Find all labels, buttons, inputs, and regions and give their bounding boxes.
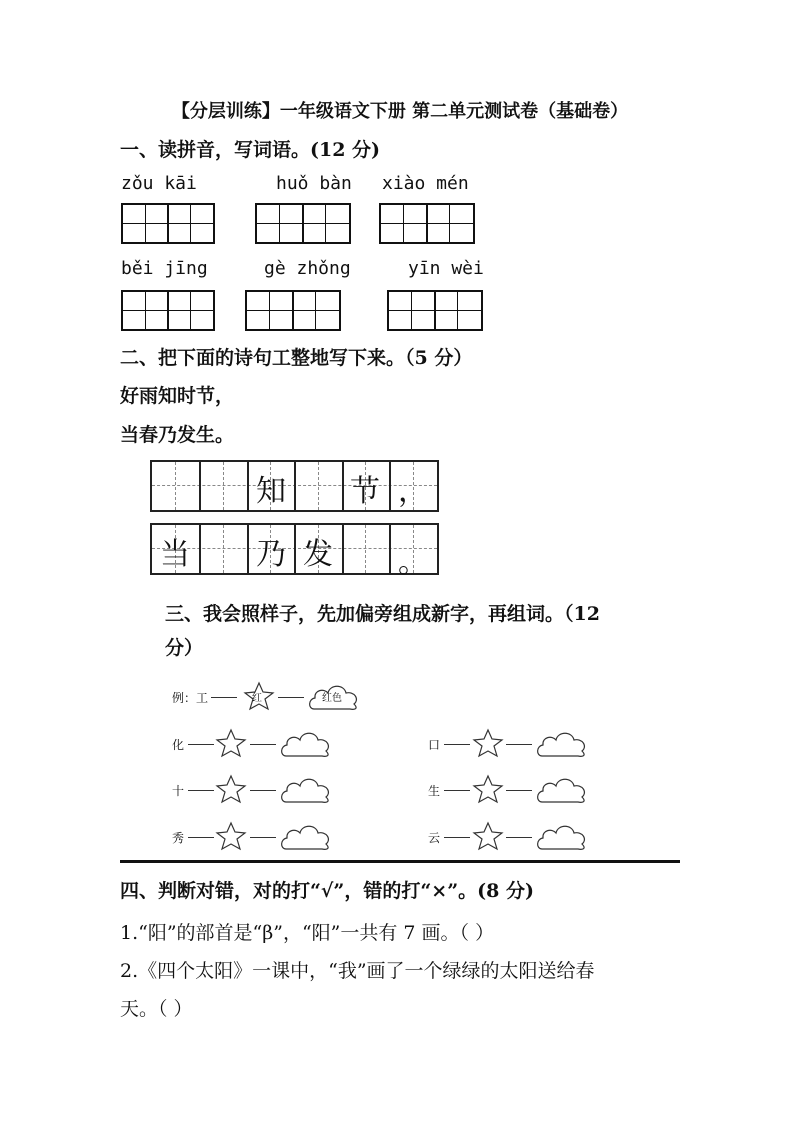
right-char-1: 口	[428, 738, 441, 752]
pinyin-6: yīn wèi	[408, 258, 484, 279]
section-divider	[120, 860, 680, 863]
copy-row-1[interactable]	[150, 460, 439, 512]
example-char: 红	[252, 693, 262, 704]
copy-row-2[interactable]	[150, 523, 439, 580]
pinyin-4: běi jīng	[121, 258, 208, 279]
writing-grid-3[interactable]	[379, 203, 475, 244]
grid-char-nai: 乃	[256, 537, 286, 572]
star-icon[interactable]	[472, 728, 504, 759]
left-char-1: 化	[172, 738, 185, 752]
left-char-2: 十	[172, 784, 185, 798]
grid-char-jie: 节	[350, 474, 380, 509]
q4-item-2-line2: 天。（ ）	[120, 998, 193, 1020]
grid-char-fa: 发	[303, 537, 333, 572]
star-icon[interactable]	[472, 774, 504, 805]
star-icon[interactable]	[215, 821, 247, 852]
example-word: 红色	[322, 693, 342, 704]
grid-char-period: 。	[398, 545, 428, 580]
q3-heading-line2: 分）	[165, 637, 204, 659]
writing-grid-6[interactable]	[387, 290, 483, 331]
cloud-icon[interactable]	[278, 772, 334, 806]
grid-char-comma: ，	[398, 474, 428, 509]
q4-heading: 四、判断对错，对的打“√”，错的打“×”。(8 分)	[120, 880, 534, 902]
q3-heading-line1: 三、我会照样子，先加偏旁组成新字，再组词。（12	[165, 603, 600, 625]
pinyin-5: gè zhǒng	[264, 258, 351, 279]
writing-grid-5[interactable]	[245, 290, 341, 331]
example-label: 例：工	[172, 691, 209, 705]
cloud-icon[interactable]	[534, 726, 590, 760]
pinyin-3: xiào mén	[382, 173, 469, 194]
cloud-icon[interactable]	[278, 819, 334, 853]
poem-line-1: 好雨知时节，	[120, 385, 235, 407]
pinyin-2: huǒ bàn	[276, 173, 352, 194]
writing-grid-1[interactable]	[121, 203, 215, 244]
cloud-icon[interactable]	[534, 772, 590, 806]
cloud-icon[interactable]	[278, 726, 334, 760]
star-icon[interactable]	[472, 821, 504, 852]
writing-grid-2[interactable]	[255, 203, 351, 244]
right-char-2: 生	[428, 784, 441, 798]
poem-line-2: 当春乃发生。	[120, 424, 235, 446]
left-char-3: 秀	[172, 831, 185, 845]
writing-grid-4[interactable]	[121, 290, 215, 331]
star-icon[interactable]	[215, 728, 247, 759]
q4-item-2-line1: 2.《四个太阳》一课中，“我”画了一个绿绿的太阳送给春	[120, 960, 595, 982]
grid-char-zhi: 知	[256, 474, 286, 509]
grid-char-dang: 当	[160, 537, 190, 572]
right-char-3: 云	[428, 831, 441, 845]
q2-heading: 二、把下面的诗句工整地写下来。（5 分）	[120, 347, 473, 369]
cloud-icon[interactable]	[534, 819, 590, 853]
pinyin-1: zǒu kāi	[121, 173, 197, 194]
star-icon[interactable]	[215, 774, 247, 805]
page-title: 【分层训练】一年级语文下册 第二单元测试卷（基础卷）	[171, 101, 629, 122]
q1-heading: 一、读拼音，写词语。(12 分)	[120, 139, 381, 161]
q4-item-1: 1.“阳”的部首是“β”，“阳”一共有 7 画。（ ）	[120, 922, 495, 944]
